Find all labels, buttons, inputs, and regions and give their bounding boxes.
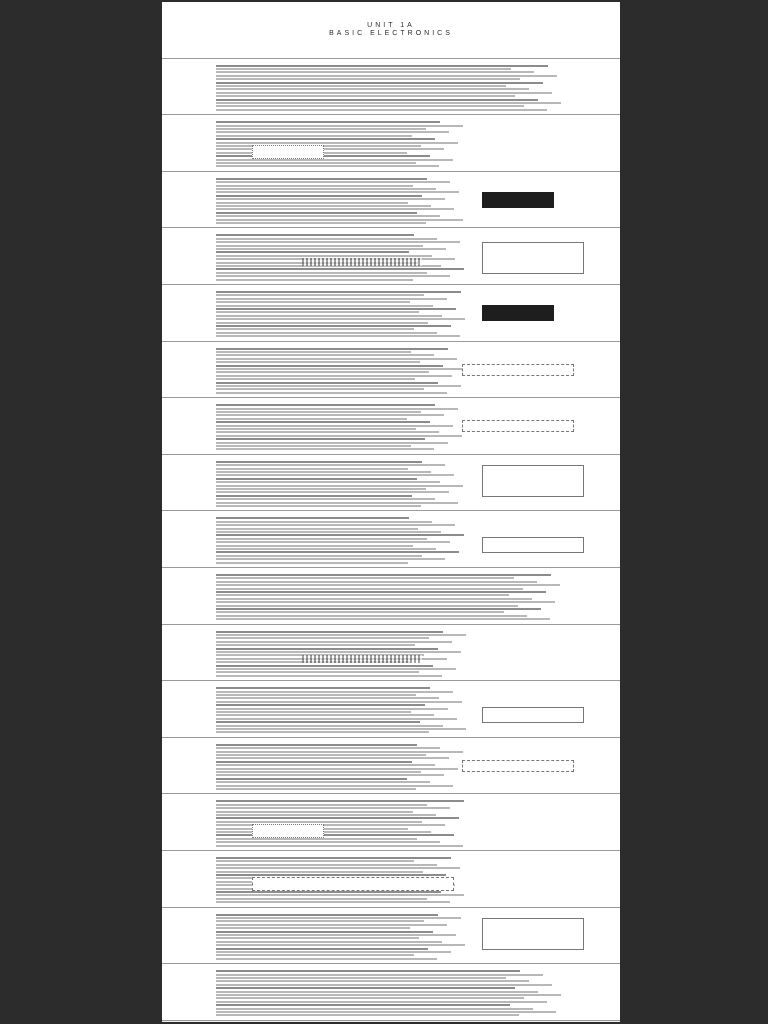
text-line: [216, 301, 410, 303]
text-line: [216, 491, 449, 493]
document-page-strip[interactable]: [162, 2, 620, 1022]
cover-title-line-2: BASIC ELECTRONICS: [329, 30, 453, 37]
text-line: [216, 634, 466, 636]
text-line: [216, 385, 461, 387]
text-line: [216, 584, 560, 586]
text-line: [216, 731, 429, 733]
document-page[interactable]: [162, 228, 620, 285]
text-line: [216, 332, 437, 334]
text-line: [216, 768, 458, 770]
text-line: [216, 272, 427, 274]
text-line: [216, 821, 422, 823]
text-line: [216, 378, 415, 380]
text-line: [216, 927, 410, 929]
text-line: [216, 238, 437, 240]
text-line: [216, 421, 430, 423]
text-line: [216, 920, 424, 922]
text-line: [216, 718, 457, 720]
text-line: [216, 744, 417, 746]
text-line: [216, 298, 447, 300]
document-page[interactable]: [162, 2, 620, 59]
text-line: [216, 445, 411, 447]
text-line: [216, 694, 416, 696]
text-line: [216, 248, 446, 250]
text-line: [216, 99, 538, 101]
text-line: [216, 354, 434, 356]
text-line: [216, 774, 444, 776]
text-line: [216, 894, 464, 896]
text-line: [216, 255, 432, 257]
text-line: [216, 558, 445, 560]
text-line: [216, 521, 432, 523]
text-line: [216, 368, 466, 370]
text-line: [216, 581, 537, 583]
text-line: [216, 665, 433, 667]
text-line: [216, 191, 459, 193]
text-line: [216, 275, 450, 277]
text-line: [216, 615, 527, 617]
text-line: [216, 944, 465, 946]
text-line: [216, 814, 436, 816]
text-line: [216, 931, 433, 933]
text-line: [216, 464, 445, 466]
figure-box: [482, 918, 584, 950]
text-line: [216, 219, 463, 221]
text-line: [216, 125, 463, 127]
text-line: [216, 71, 534, 73]
text-line: [216, 984, 552, 986]
text-line: [216, 92, 552, 94]
text-line: [216, 764, 435, 766]
text-line: [216, 251, 409, 253]
text-line: [216, 800, 464, 802]
text-line: [216, 109, 547, 111]
text-line: [216, 591, 546, 593]
text-line: [216, 428, 416, 430]
text-line: [216, 651, 461, 653]
text-line: [216, 128, 426, 130]
text-line: [216, 268, 464, 270]
text-line: [216, 361, 420, 363]
text-line: [216, 82, 543, 84]
text-line: [216, 404, 435, 406]
text-line: [216, 95, 515, 97]
text-line: [216, 951, 451, 953]
text-line: [216, 351, 411, 353]
text-line: [216, 708, 448, 710]
text-line: [216, 188, 436, 190]
text-line: [216, 102, 561, 104]
text-line: [216, 425, 453, 427]
text-line: [216, 577, 514, 579]
text-line: [216, 131, 449, 133]
text-line: [216, 408, 458, 410]
text-line: [216, 644, 415, 646]
text-line: [216, 478, 417, 480]
text-line: [216, 468, 408, 470]
text-line: [216, 594, 509, 596]
text-line: [216, 541, 450, 543]
text-line: [216, 279, 413, 281]
text-line: [216, 431, 439, 433]
document-page[interactable]: [162, 625, 620, 682]
text-line: [216, 325, 451, 327]
document-page[interactable]: [162, 568, 620, 625]
text-line: [216, 867, 460, 869]
text-line: [216, 488, 426, 490]
text-line: [216, 941, 442, 943]
text-line: [216, 1008, 533, 1010]
text-line: [216, 781, 430, 783]
text-line: [216, 534, 464, 536]
text-line: [216, 311, 419, 313]
text-line: [216, 85, 506, 87]
text-line: [216, 538, 427, 540]
text-line: [216, 914, 438, 916]
text-line: [216, 785, 453, 787]
text-line: [216, 322, 428, 324]
document-page[interactable]: [162, 681, 620, 738]
text-line: [216, 891, 441, 893]
text-line: [216, 778, 407, 780]
text-line: [216, 948, 428, 950]
text-line: [216, 531, 441, 533]
text-line: [216, 675, 442, 677]
text-line: [216, 551, 459, 553]
text-line: [216, 215, 440, 217]
text-line: [216, 618, 550, 620]
text-line: [216, 418, 407, 420]
document-page[interactable]: [162, 738, 620, 795]
text-line: [216, 241, 460, 243]
text-line: [216, 588, 523, 590]
text-line: [216, 78, 520, 80]
text-line: [216, 697, 439, 699]
text-line: [216, 917, 461, 919]
text-line: [216, 414, 444, 416]
text-line: [216, 222, 426, 224]
text-line: [216, 481, 440, 483]
text-line: [216, 611, 504, 613]
text-line: [216, 824, 445, 826]
text-line: [216, 754, 426, 756]
text-line: [216, 598, 532, 600]
text-line: [216, 687, 430, 689]
text-line: [216, 205, 431, 207]
figure-box: [482, 242, 584, 274]
document-page[interactable]: [162, 172, 620, 229]
text-line: [216, 411, 421, 413]
text-line: [216, 138, 435, 140]
text-line: [216, 924, 447, 926]
text-line: [216, 608, 541, 610]
text-line: [216, 637, 429, 639]
text-line: [216, 178, 427, 180]
figure-table: [482, 707, 584, 723]
text-line: [216, 498, 435, 500]
text-line: [216, 545, 413, 547]
text-line: [216, 974, 543, 976]
text-line: [216, 874, 446, 876]
text-line: [216, 555, 422, 557]
figure-box: [482, 465, 584, 497]
text-line: [216, 980, 529, 982]
text-line: [216, 934, 456, 936]
text-line: [216, 668, 456, 670]
document-page[interactable]: [162, 908, 620, 965]
document-page[interactable]: [162, 115, 620, 172]
text-line: [216, 435, 462, 437]
text-line: [216, 195, 422, 197]
text-line: [216, 671, 419, 673]
text-line: [216, 841, 440, 843]
document-page[interactable]: [162, 342, 620, 399]
text-line: [216, 987, 515, 989]
text-line: [216, 725, 443, 727]
text-line: [216, 315, 442, 317]
text-line: [216, 728, 466, 730]
text-line: [216, 392, 447, 394]
text-line: [216, 121, 440, 123]
text-line: [216, 461, 422, 463]
text-line: [216, 181, 450, 183]
text-line: [216, 68, 511, 70]
text-line: [216, 474, 454, 476]
text-line: [216, 305, 433, 307]
text-line: [216, 528, 418, 530]
figure-scribble: [302, 258, 422, 266]
text-line: [216, 294, 424, 296]
text-line: [216, 505, 421, 507]
text-line: [216, 502, 458, 504]
text-line: [216, 448, 434, 450]
document-page[interactable]: [162, 964, 620, 1021]
text-line: [216, 937, 419, 939]
text-line: [216, 811, 413, 813]
document-page[interactable]: [162, 59, 620, 116]
cover-title-line-1: UNIT 1A: [367, 22, 415, 29]
figure-circuit: [252, 824, 324, 838]
text-line: [216, 757, 449, 759]
text-line: [216, 817, 459, 819]
text-line: [216, 788, 416, 790]
text-line: [216, 185, 413, 187]
text-line: [216, 857, 451, 859]
document-page[interactable]: [162, 285, 620, 342]
text-line: [216, 212, 417, 214]
text-line: [216, 648, 438, 650]
text-line: [216, 701, 462, 703]
text-line: [216, 442, 448, 444]
document-page[interactable]: [162, 511, 620, 568]
text-line: [216, 601, 555, 603]
text-line: [216, 751, 463, 753]
text-line: [216, 105, 524, 107]
text-line: [216, 328, 414, 330]
figure-dark-box: [482, 305, 554, 321]
figure-waveform: [462, 364, 574, 376]
text-line: [216, 198, 445, 200]
text-line: [216, 1011, 556, 1013]
text-line: [216, 365, 443, 367]
text-line: [216, 375, 452, 377]
text-line: [216, 142, 458, 144]
document-page[interactable]: [162, 455, 620, 512]
text-line: [216, 631, 443, 633]
text-line: [216, 234, 414, 236]
text-line: [216, 135, 412, 137]
figure-scribble: [302, 655, 422, 663]
text-line: [216, 804, 427, 806]
text-line: [216, 291, 461, 293]
figure-circuit: [252, 145, 324, 159]
text-line: [216, 438, 425, 440]
text-line: [216, 997, 524, 999]
text-line: [216, 562, 408, 564]
text-line: [216, 747, 440, 749]
text-line: [216, 691, 453, 693]
figure-waveform: [462, 760, 574, 772]
text-line: [216, 1014, 519, 1016]
document-page[interactable]: [162, 851, 620, 908]
text-line: [216, 335, 460, 337]
text-line: [216, 901, 450, 903]
text-line: [216, 860, 414, 862]
document-page[interactable]: [162, 398, 620, 455]
text-line: [216, 605, 518, 607]
text-line: [216, 382, 438, 384]
text-line: [216, 245, 423, 247]
text-line: [216, 714, 434, 716]
text-line: [216, 388, 424, 390]
text-line: [216, 308, 456, 310]
text-line: [216, 65, 548, 67]
text-line: [216, 994, 561, 996]
text-line: [216, 485, 463, 487]
text-line: [216, 970, 520, 972]
text-line: [216, 958, 437, 960]
text-line: [216, 318, 465, 320]
text-line: [216, 165, 439, 167]
text-line: [216, 711, 411, 713]
text-line: [216, 348, 448, 350]
text-line: [216, 548, 436, 550]
figure-waveform: [462, 420, 574, 432]
text-line: [216, 771, 421, 773]
text-line: [216, 954, 414, 956]
text-line: [216, 371, 429, 373]
text-line: [216, 75, 557, 77]
text-line: [216, 524, 455, 526]
text-line: [216, 721, 420, 723]
figure-gates: [252, 877, 454, 891]
figure-dark-diagram: [482, 192, 554, 208]
text-line: [216, 704, 425, 706]
text-line: [216, 148, 444, 150]
text-line: [216, 761, 412, 763]
text-line: [216, 1001, 547, 1003]
text-line: [216, 898, 427, 900]
text-line: [216, 871, 423, 873]
text-line: [216, 807, 450, 809]
text-line: [216, 88, 529, 90]
figure-table: [482, 537, 584, 553]
text-line: [216, 864, 437, 866]
text-line: [216, 845, 463, 847]
text-line: [216, 574, 551, 576]
text-line: [216, 977, 506, 979]
text-line: [216, 1004, 510, 1006]
text-line: [216, 991, 538, 993]
document-page[interactable]: [162, 794, 620, 851]
text-line: [216, 495, 412, 497]
text-line: [216, 517, 409, 519]
text-line: [216, 162, 416, 164]
text-line: [216, 641, 452, 643]
text-line: [216, 202, 408, 204]
text-line: [216, 208, 454, 210]
text-line: [216, 471, 431, 473]
text-line: [216, 358, 457, 360]
